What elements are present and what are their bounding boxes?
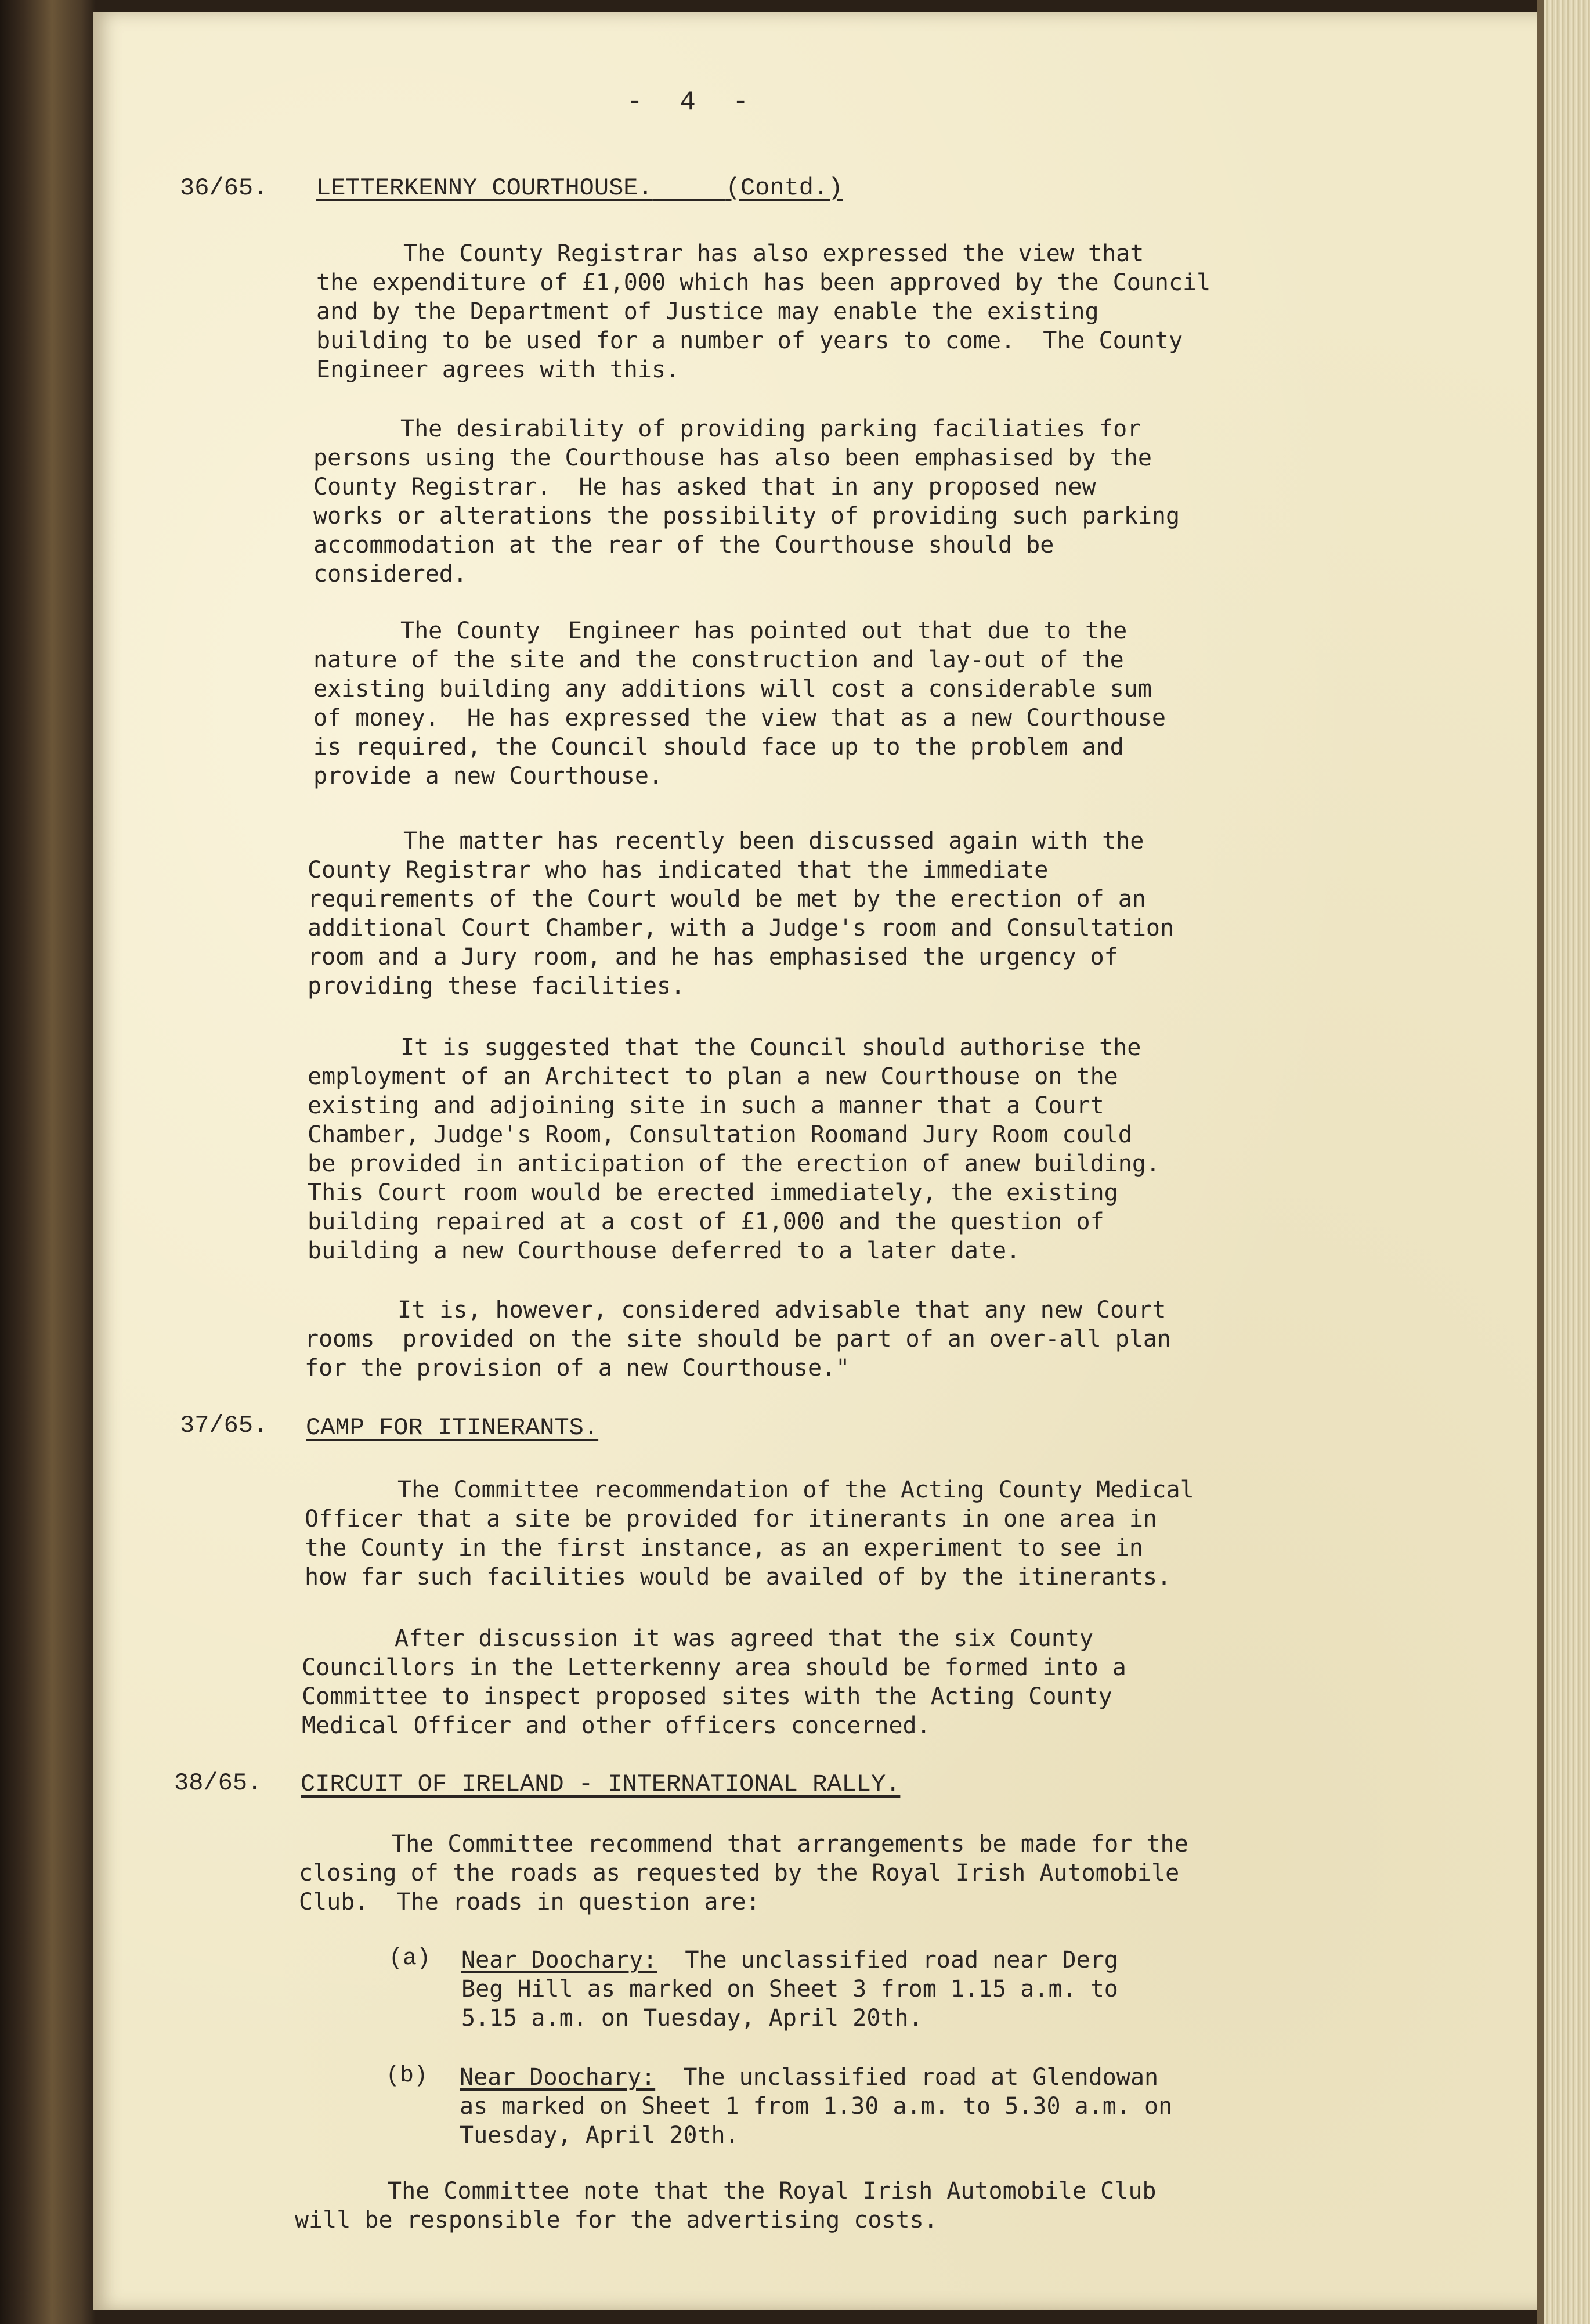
subitem-body: The unclassified road at Glendowan as marked on Sheet 1 from 1.30 a.m. to 5.30 a.m. on Tuesday, April 20th. — [460, 2064, 1173, 2149]
paragraph-text: The Committee note that the Royal Irish Automobile Club will be responsible for the advertising costs. — [295, 2178, 1157, 2233]
paragraph — [305, 1295, 1171, 1383]
paragraph-text: It is suggested that the Council should authorise the employment of an Architect to plan a new Courthouse on the existing and adjoining site in such a manner that a Court Chamber, Judge's Room, Consultation Roomand Jury Room could be provided in anticipation of the erection of anew building. This Court room would be erected immediately, the existing building repaired at a cost of £1,000 and the question of building a new Courthouse deferred to a later date. — [308, 1034, 1161, 1264]
subitem-label: Near Doochary: — [460, 2064, 656, 2091]
paragraph — [305, 1475, 1194, 1592]
item-number: 37/65. — [180, 1412, 268, 1439]
subitem-body: The unclassified road near Derg Beg Hill as marked on Sheet 3 from 1.15 a.m. to 5.15 a.m. on Tuesday, April 20th. — [461, 1947, 1118, 2031]
item-number: 36/65. — [180, 174, 268, 202]
subitem-text — [461, 1946, 1118, 2033]
paragraph-text: The County Registrar has also expressed the view that the expenditure of £1,000 which has been approved by the Council and by the Department of Justice may enable the existing building to be used for a number of years to come. The County Engineer agrees with this. — [316, 240, 1211, 383]
section-heading: CAMP FOR ITINERANTS. — [306, 1414, 599, 1442]
paragraph — [308, 1033, 1160, 1265]
closing-paragraph — [295, 2177, 1157, 2235]
subitem-letter: (b) — [386, 2063, 428, 2089]
paragraph-text: The desirability of providing parking faciliaties for persons using the Courthouse has also been emphasised by the County Registrar. He has asked that in any proposed new works or alterations the possibility of providing such parking accommodation at the rear of the Courthouse should be considered. — [313, 416, 1180, 587]
item-number: 38/65. — [174, 1769, 262, 1797]
paragraph — [313, 616, 1166, 791]
paragraph-text: The County Engineer has pointed out that due to the nature of the site and the construction and lay-out of the existing building any additions will cost a considerable sum of money. He has expressed the view that as a new Courthouse is required, the Council should face up to the problem and provide a new Courthouse. — [313, 618, 1166, 789]
heading-suffix: (Contd.) — [725, 174, 843, 202]
paragraph — [299, 1829, 1188, 1917]
subitem-letter: (a) — [389, 1946, 431, 1972]
paragraph-text: It is, however, considered advisable that any new Court rooms provided on the site should be part of an over-all plan for the provision of a new Courthouse." — [305, 1297, 1172, 1381]
heading-text: LETTERKENNY COURTHOUSE. — [316, 174, 653, 202]
paragraph — [302, 1624, 1126, 1740]
paragraph-text: The Committee recommend that arrangements be made for the closing of the roads as requested by the Royal Irish Automobile Club. The roads in question are: — [299, 1831, 1188, 1915]
paragraph-text: The matter has recently been discussed again with the County Registrar who has indicated that the immediate requirements of the Court would be met by the erection of an additional Court Chamber, with a Judge's room and Consultation room and a Jury room, and he has emphasised the urgency of providing these facilities. — [308, 828, 1175, 999]
paragraph-text: The Committee recommendation of the Acting County Medical Officer that a site be provided for itinerants in one area in the County in the first instance, as an experiment to see in how far such facilities would be availed of by the itinerants. — [305, 1477, 1194, 1590]
subitem-text — [460, 2063, 1172, 2150]
subitem-label: Near Doochary: — [461, 1947, 657, 1973]
paragraph-text: After discussion it was agreed that the six County Councillors in the Letterkenny area should be formed into a Committee to inspect proposed sites with the Acting County Medical Officer and other officers concerned. — [302, 1625, 1126, 1739]
section-heading: CIRCUIT OF IRELAND - INTERNATIONAL RALLY. — [301, 1770, 901, 1798]
paragraph — [316, 239, 1210, 384]
paragraph — [313, 414, 1180, 589]
page-number: - 4 - — [627, 87, 760, 117]
section-heading — [316, 174, 843, 202]
paragraph — [308, 827, 1174, 1001]
